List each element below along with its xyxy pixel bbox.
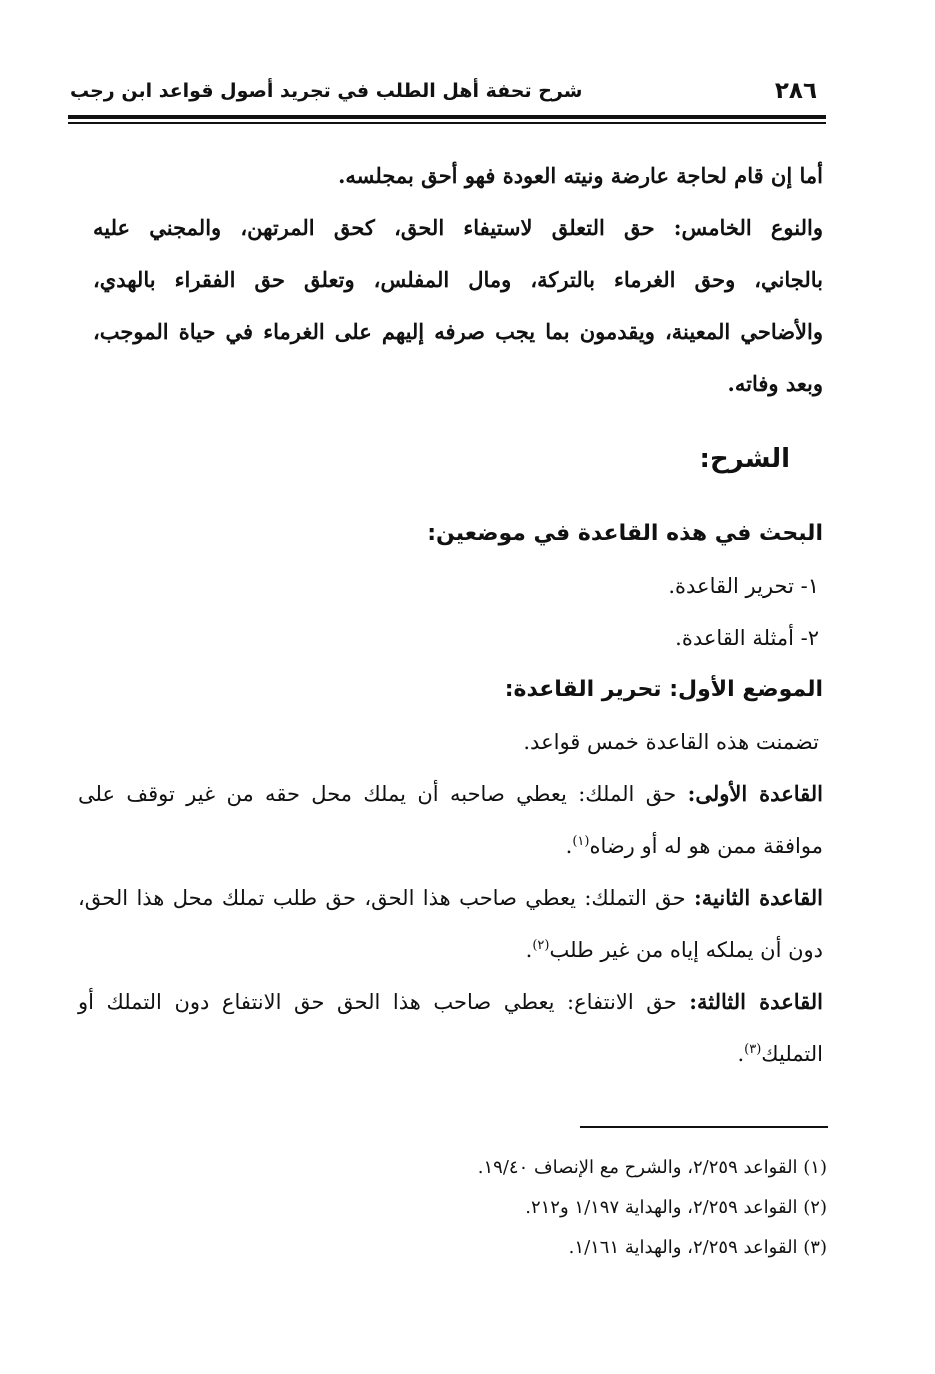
rule-text: حق الانتفاع: يعطي صاحب هذا الحق حق الانتفاع دون التملك أو التمليك bbox=[78, 990, 823, 1066]
rule-end: . bbox=[737, 1042, 745, 1066]
subheading-first: الموضع الأول: تحرير القاعدة: bbox=[504, 677, 823, 702]
rule-paragraph bbox=[78, 872, 823, 976]
rule-label: القاعدة الثانية: bbox=[694, 885, 823, 910]
commentary bbox=[78, 508, 823, 1080]
text-line: بالجاني، وحق الغرماء بالتركة، ومال المفلس، وتعلق حق الفقراء بالهدي، bbox=[93, 267, 823, 292]
text-line: والنوع الخامس: حق التعلق لاستيفاء الحق، كحق المرتهن، والمجني عليه bbox=[93, 215, 823, 240]
footnote-mark: (١) bbox=[572, 834, 590, 849]
rule-label: القاعدة الأولى: bbox=[687, 781, 823, 806]
running-title: شرح تحفة أهل الطلب في تجريد أصول قواعد ابن رجب bbox=[70, 80, 583, 102]
page-number: ٢٨٦ bbox=[774, 78, 817, 104]
rule-end: . bbox=[525, 938, 533, 962]
footnote-mark: (٢) bbox=[532, 938, 550, 953]
subheading-search: البحث في هذه القاعدة في موضعين: bbox=[427, 521, 823, 546]
header-rule-thin bbox=[68, 122, 826, 124]
rule-label: القاعدة الثالثة: bbox=[689, 989, 823, 1014]
matn-text bbox=[93, 150, 823, 410]
running-header bbox=[70, 78, 825, 112]
rule-end: . bbox=[565, 834, 573, 858]
footnotes bbox=[127, 1148, 827, 1268]
rule-text: حق الملك: يعطي صاحبه أن يملك محل حقه من غير توقف على موافقة ممن هو له أو رضاه bbox=[78, 782, 823, 858]
header-rule-thick bbox=[68, 115, 826, 119]
text-line: أما إن قام لحاجة عارضة ونيته العودة فهو أحق بمجلسه. bbox=[338, 163, 823, 188]
text-line: وبعد وفاته. bbox=[727, 371, 823, 396]
footnote-mark: (٣) bbox=[744, 1042, 762, 1057]
rule-paragraph bbox=[78, 976, 823, 1080]
section-heading: الشرح: bbox=[699, 444, 790, 474]
list-item: ١- تحرير القاعدة. bbox=[668, 574, 819, 598]
text-line: والأضاحي المعينة، ويقدمون بما يجب صرفه إليهم على الغرماء في حياة الموجب، bbox=[93, 319, 823, 344]
rule-text: حق التملك: يعطي صاحب هذا الحق، حق طلب تملك محل هذا الحق، دون أن يملكه إياه من غير طلب bbox=[78, 886, 823, 962]
intro-sentence: تضمنت هذه القاعدة خمس قواعد. bbox=[523, 730, 819, 754]
footnote-rule bbox=[580, 1126, 828, 1128]
footnote: (١) القواعد ٢/٢٥٩، والشرح مع الإنصاف ١٩/٤٠. bbox=[477, 1157, 827, 1178]
footnote: (٢) القواعد ٢/٢٥٩، والهداية ١/١٩٧ و٢١٢. bbox=[525, 1197, 827, 1218]
footnote: (٣) القواعد ٢/٢٥٩، والهداية ١/١٦١. bbox=[568, 1237, 827, 1258]
list-item: ٢- أمثلة القاعدة. bbox=[675, 626, 819, 650]
rule-paragraph bbox=[78, 768, 823, 872]
